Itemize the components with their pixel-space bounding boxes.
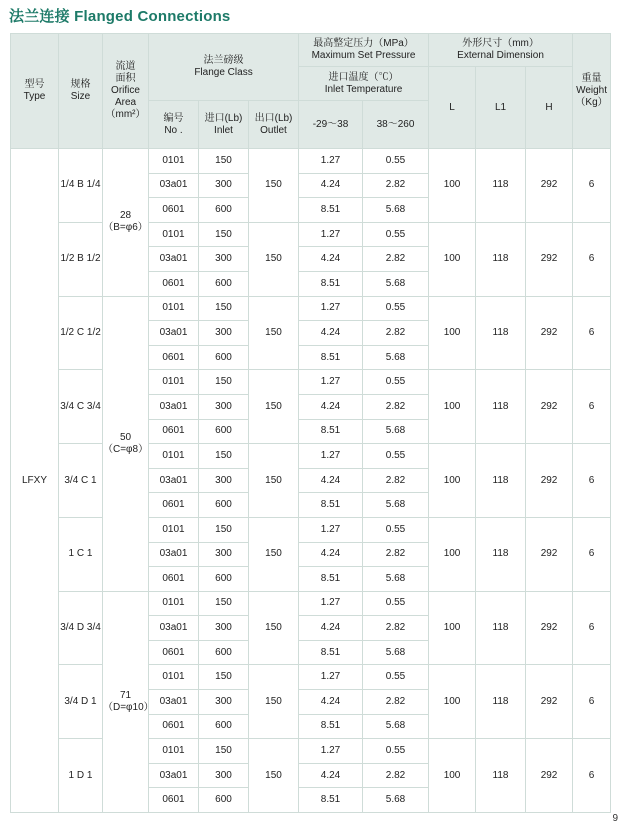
size-cell: 1/2 C 1/2	[59, 296, 103, 370]
outlet-cell: 150	[249, 296, 299, 370]
inlet-cell: 600	[199, 271, 249, 296]
inlet-cell: 300	[199, 321, 249, 346]
no-cell: 0101	[149, 370, 199, 395]
no-cell: 0601	[149, 419, 199, 444]
header-H: H	[526, 67, 573, 149]
inlet-cell: 600	[199, 714, 249, 739]
inlet-cell: 150	[199, 517, 249, 542]
no-cell: 0101	[149, 444, 199, 469]
inlet-cell: 150	[199, 591, 249, 616]
page-number: 9	[612, 813, 618, 824]
table-row	[11, 296, 611, 321]
L-cell: 100	[429, 591, 476, 665]
L1-cell: 118	[476, 149, 526, 223]
L-cell: 100	[429, 665, 476, 739]
L-cell: 100	[429, 739, 476, 813]
header-type: 型号 Type	[11, 34, 59, 149]
inlet-cell: 600	[199, 345, 249, 370]
pressure-high-temp-cell: 0.55	[363, 591, 429, 616]
size-cell: 3/4 C 3/4	[59, 370, 103, 444]
no-cell: 03a01	[149, 173, 199, 198]
flanged-connections-table	[10, 33, 611, 813]
weight-cell: 6	[573, 149, 611, 223]
pressure-low-temp-cell: 1.27	[299, 296, 363, 321]
type-cell: LFXY	[11, 149, 59, 813]
weight-cell: 6	[573, 517, 611, 591]
weight-cell: 6	[573, 591, 611, 665]
outlet-cell: 150	[249, 149, 299, 223]
pressure-low-temp-cell: 1.27	[299, 739, 363, 764]
no-cell: 03a01	[149, 247, 199, 272]
pressure-low-temp-cell: 8.51	[299, 714, 363, 739]
L1-cell: 118	[476, 739, 526, 813]
header-L1: L1	[476, 67, 526, 149]
size-cell: 3/4 C 1	[59, 444, 103, 518]
no-cell: 0101	[149, 591, 199, 616]
outlet-cell: 150	[249, 739, 299, 813]
header-orifice-area: 流道 面积 Orifice Area （mm²）	[103, 34, 149, 149]
L-cell: 100	[429, 370, 476, 444]
inlet-cell: 150	[199, 296, 249, 321]
pressure-low-temp-cell: 1.27	[299, 149, 363, 174]
table-row	[11, 665, 611, 690]
pressure-high-temp-cell: 5.68	[363, 788, 429, 813]
outlet-cell: 150	[249, 591, 299, 665]
no-cell: 03a01	[149, 616, 199, 641]
no-cell: 0101	[149, 149, 199, 174]
H-cell: 292	[526, 370, 573, 444]
L1-cell: 118	[476, 296, 526, 370]
header-temp-high: 38～260	[363, 101, 429, 149]
pressure-low-temp-cell: 4.24	[299, 321, 363, 346]
header-L: L	[429, 67, 476, 149]
header-outlet: 出口(Lb) Outlet	[249, 101, 299, 149]
pressure-high-temp-cell: 5.68	[363, 419, 429, 444]
no-cell: 03a01	[149, 763, 199, 788]
pressure-high-temp-cell: 5.68	[363, 198, 429, 223]
orifice-area-cell: 71 （D=φ10）	[103, 591, 149, 812]
table-row	[11, 149, 611, 174]
pressure-low-temp-cell: 1.27	[299, 222, 363, 247]
pressure-low-temp-cell: 1.27	[299, 591, 363, 616]
header-temp-low: -29～38	[299, 101, 363, 149]
no-cell: 0101	[149, 296, 199, 321]
size-cell: 3/4 D 1	[59, 665, 103, 739]
size-cell: 1 D 1	[59, 739, 103, 813]
pressure-high-temp-cell: 2.82	[363, 763, 429, 788]
pressure-low-temp-cell: 1.27	[299, 370, 363, 395]
H-cell: 292	[526, 665, 573, 739]
L1-cell: 118	[476, 591, 526, 665]
pressure-low-temp-cell: 4.24	[299, 542, 363, 567]
inlet-cell: 300	[199, 542, 249, 567]
pressure-high-temp-cell: 5.68	[363, 567, 429, 592]
pressure-low-temp-cell: 4.24	[299, 468, 363, 493]
size-cell: 3/4 D 3/4	[59, 591, 103, 665]
inlet-cell: 150	[199, 222, 249, 247]
pressure-high-temp-cell: 5.68	[363, 493, 429, 518]
H-cell: 292	[526, 739, 573, 813]
pressure-low-temp-cell: 1.27	[299, 444, 363, 469]
L1-cell: 118	[476, 444, 526, 518]
L1-cell: 118	[476, 517, 526, 591]
pressure-low-temp-cell: 8.51	[299, 493, 363, 518]
L1-cell: 118	[476, 665, 526, 739]
pressure-low-temp-cell: 4.24	[299, 173, 363, 198]
pressure-low-temp-cell: 8.51	[299, 419, 363, 444]
H-cell: 292	[526, 517, 573, 591]
L1-cell: 118	[476, 370, 526, 444]
no-cell: 03a01	[149, 542, 199, 567]
inlet-cell: 300	[199, 468, 249, 493]
size-cell: 1/4 B 1/4	[59, 149, 103, 223]
no-cell: 0601	[149, 640, 199, 665]
H-cell: 292	[526, 591, 573, 665]
no-cell: 0601	[149, 198, 199, 223]
pressure-high-temp-cell: 0.55	[363, 370, 429, 395]
pressure-low-temp-cell: 8.51	[299, 640, 363, 665]
pressure-low-temp-cell: 8.51	[299, 567, 363, 592]
L-cell: 100	[429, 222, 476, 296]
no-cell: 03a01	[149, 468, 199, 493]
outlet-cell: 150	[249, 444, 299, 518]
inlet-cell: 600	[199, 198, 249, 223]
pressure-high-temp-cell: 5.68	[363, 714, 429, 739]
pressure-high-temp-cell: 0.55	[363, 149, 429, 174]
no-cell: 0601	[149, 345, 199, 370]
pressure-high-temp-cell: 2.82	[363, 616, 429, 641]
inlet-cell: 150	[199, 665, 249, 690]
pressure-low-temp-cell: 8.51	[299, 271, 363, 296]
pressure-high-temp-cell: 0.55	[363, 444, 429, 469]
table-row	[11, 222, 611, 247]
table-row	[11, 591, 611, 616]
inlet-cell: 150	[199, 739, 249, 764]
no-cell: 0601	[149, 493, 199, 518]
inlet-cell: 600	[199, 567, 249, 592]
L-cell: 100	[429, 296, 476, 370]
pressure-high-temp-cell: 2.82	[363, 690, 429, 715]
inlet-cell: 300	[199, 690, 249, 715]
pressure-high-temp-cell: 2.82	[363, 173, 429, 198]
size-cell: 1/2 B 1/2	[59, 222, 103, 296]
inlet-cell: 150	[199, 149, 249, 174]
inlet-cell: 150	[199, 370, 249, 395]
inlet-cell: 300	[199, 247, 249, 272]
orifice-area-cell: 50 （C=φ8）	[103, 296, 149, 591]
inlet-cell: 300	[199, 763, 249, 788]
pressure-low-temp-cell: 4.24	[299, 690, 363, 715]
L-cell: 100	[429, 517, 476, 591]
pressure-low-temp-cell: 8.51	[299, 788, 363, 813]
weight-cell: 6	[573, 739, 611, 813]
pressure-high-temp-cell: 0.55	[363, 296, 429, 321]
outlet-cell: 150	[249, 370, 299, 444]
no-cell: 0601	[149, 788, 199, 813]
table-row	[11, 739, 611, 764]
outlet-cell: 150	[249, 665, 299, 739]
header-max-set-pressure: 最高整定压力（MPa） Maximum Set Pressure	[299, 34, 429, 67]
pressure-high-temp-cell: 2.82	[363, 468, 429, 493]
pressure-low-temp-cell: 8.51	[299, 345, 363, 370]
no-cell: 03a01	[149, 394, 199, 419]
no-cell: 03a01	[149, 690, 199, 715]
pressure-low-temp-cell: 4.24	[299, 247, 363, 272]
pressure-high-temp-cell: 0.55	[363, 739, 429, 764]
pressure-high-temp-cell: 5.68	[363, 345, 429, 370]
inlet-cell: 300	[199, 173, 249, 198]
no-cell: 0101	[149, 665, 199, 690]
pressure-high-temp-cell: 0.55	[363, 665, 429, 690]
inlet-cell: 300	[199, 394, 249, 419]
header-external-dimension: 外形尺寸（mm） External Dimension	[429, 34, 573, 67]
pressure-high-temp-cell: 0.55	[363, 517, 429, 542]
table-row	[11, 517, 611, 542]
pressure-high-temp-cell: 5.68	[363, 640, 429, 665]
no-cell: 0601	[149, 271, 199, 296]
pressure-low-temp-cell: 8.51	[299, 198, 363, 223]
no-cell: 0101	[149, 739, 199, 764]
header-weight: 重量 Weight （Kg）	[573, 34, 611, 149]
inlet-cell: 150	[199, 444, 249, 469]
header-flange-class: 法兰磅级 Flange Class	[149, 34, 299, 101]
header-no: 编号 No .	[149, 101, 199, 149]
pressure-low-temp-cell: 4.24	[299, 763, 363, 788]
H-cell: 292	[526, 222, 573, 296]
no-cell: 03a01	[149, 321, 199, 346]
pressure-high-temp-cell: 2.82	[363, 542, 429, 567]
H-cell: 292	[526, 296, 573, 370]
pressure-high-temp-cell: 5.68	[363, 271, 429, 296]
inlet-cell: 300	[199, 616, 249, 641]
no-cell: 0601	[149, 714, 199, 739]
inlet-cell: 600	[199, 788, 249, 813]
pressure-high-temp-cell: 2.82	[363, 321, 429, 346]
inlet-cell: 600	[199, 640, 249, 665]
page-title: 法兰连接 Flanged Connections	[9, 8, 231, 25]
pressure-low-temp-cell: 1.27	[299, 517, 363, 542]
weight-cell: 6	[573, 444, 611, 518]
weight-cell: 6	[573, 370, 611, 444]
header-size: 规格 Size	[59, 34, 103, 149]
table-row	[11, 370, 611, 395]
inlet-cell: 600	[199, 419, 249, 444]
pressure-high-temp-cell: 2.82	[363, 247, 429, 272]
size-cell: 1 C 1	[59, 517, 103, 591]
outlet-cell: 150	[249, 517, 299, 591]
H-cell: 292	[526, 444, 573, 518]
inlet-cell: 600	[199, 493, 249, 518]
no-cell: 0101	[149, 517, 199, 542]
outlet-cell: 150	[249, 222, 299, 296]
weight-cell: 6	[573, 665, 611, 739]
table-row	[11, 444, 611, 469]
L-cell: 100	[429, 149, 476, 223]
pressure-low-temp-cell: 4.24	[299, 616, 363, 641]
pressure-high-temp-cell: 2.82	[363, 394, 429, 419]
weight-cell: 6	[573, 222, 611, 296]
header-inlet: 进口(Lb) Inlet	[199, 101, 249, 149]
no-cell: 0601	[149, 567, 199, 592]
L1-cell: 118	[476, 222, 526, 296]
weight-cell: 6	[573, 296, 611, 370]
no-cell: 0101	[149, 222, 199, 247]
pressure-low-temp-cell: 1.27	[299, 665, 363, 690]
orifice-area-cell: 28 （B=φ6）	[103, 149, 149, 297]
pressure-high-temp-cell: 0.55	[363, 222, 429, 247]
pressure-low-temp-cell: 4.24	[299, 394, 363, 419]
L-cell: 100	[429, 444, 476, 518]
H-cell: 292	[526, 149, 573, 223]
header-inlet-temperature: 进口温度（℃） Inlet Temperature	[299, 67, 429, 101]
